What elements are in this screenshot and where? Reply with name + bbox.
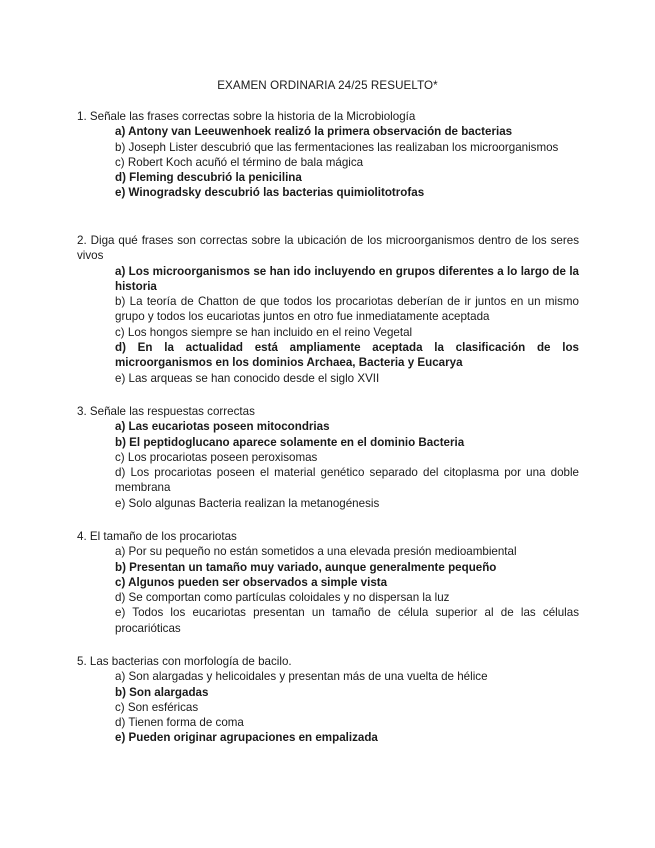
option-3a: a) Las eucariotas poseen mitocondrias	[115, 420, 330, 434]
option-1e: e) Winogradsky descubrió las bacterias quimiolitotrofas	[115, 186, 425, 200]
question-2-options	[115, 264, 579, 386]
option-3b: b) El peptidoglucano aparece solamente en el dominio Bacteria	[115, 435, 465, 449]
option-2b: b) La teoría de Chatton de que todos los procariotas deberían de ir juntos en un mismo grupo y todos los eucariotas juntos en otro fue inmediatamente aceptada	[115, 295, 579, 324]
option-3d: d) Los procariotas poseen el material genético separado del citoplasma por una doble membrana	[115, 466, 579, 495]
question-3	[77, 404, 579, 511]
question-5	[77, 654, 579, 746]
option-2e: e) Las arqueas se han conocido desde el siglo XVII	[115, 371, 380, 385]
exam-title: EXAMEN ORDINARIA 24/25 RESUELTO*	[217, 79, 438, 92]
option-2a: a) Los microorganismos se han ido incluyendo en grupos diferentes a lo largo de la historia	[115, 264, 579, 293]
question-1	[77, 109, 579, 201]
option-4e: e) Todos los eucariotas presentan un tamaño de célula superior al de las células procarióticas	[115, 606, 579, 635]
question-1-text: 1. Señale las frases correctas sobre la historia de la Microbiología	[77, 110, 416, 123]
question-1-options	[115, 124, 579, 200]
option-5b: b) Son alargadas	[115, 685, 209, 699]
option-3e: e) Solo algunas Bacteria realizan la metanogénesis	[115, 496, 380, 510]
question-3-options	[115, 419, 579, 511]
option-2d: d) En la actualidad está ampliamente aceptada la clasificación de los microorganismos en los dominios Archaea, Bacteria y Eucarya	[115, 341, 579, 370]
option-2c: c) Los hongos siempre se han incluido en el reino Vegetal	[115, 325, 413, 339]
option-5d: d) Tienen forma de coma	[115, 716, 244, 730]
option-4a: a) Por su pequeño no están sometidos a una elevada presión medioambiental	[115, 545, 517, 559]
option-1d: d) Fleming descubrió la penicilina	[115, 171, 302, 185]
option-1a: a) Antony van Leeuwenhoek realizó la primera observación de bacterias	[115, 125, 513, 139]
option-4b: b) Presentan un tamaño muy variado, aunque generalmente pequeño	[115, 560, 497, 574]
question-5-text: 5. Las bacterias con morfología de bacilo.	[77, 655, 292, 668]
question-4	[77, 529, 579, 636]
question-2	[77, 233, 579, 386]
question-5-options	[115, 669, 579, 745]
option-3c: c) Los procariotas poseen peroxisomas	[115, 450, 318, 464]
question-2-text: 2. Diga qué frases son correctas sobre la ubicación de los microorganismos dentro de los seres vivos	[77, 234, 579, 263]
question-3-text: 3. Señale las respuestas correctas	[77, 405, 255, 418]
option-5c: c) Son esféricas	[115, 700, 199, 714]
option-1b: b) Joseph Lister descubrió que las fermentaciones las realizaban los microorganismos	[115, 140, 559, 154]
option-4d: d) Se comportan como partículas coloidales y no dispersan la luz	[115, 591, 450, 605]
option-4c: c) Algunos pueden ser observados a simple vista	[115, 575, 388, 589]
option-5e: e) Pueden originar agrupaciones en empalizada	[115, 731, 378, 745]
question-4-options	[115, 544, 579, 636]
question-4-text: 4. El tamaño de los procariotas	[77, 530, 237, 543]
option-5a: a) Son alargadas y helicoidales y presentan más de una vuelta de hélice	[115, 670, 488, 684]
option-1c: c) Robert Koch acuñó el término de bala mágica	[115, 155, 364, 169]
